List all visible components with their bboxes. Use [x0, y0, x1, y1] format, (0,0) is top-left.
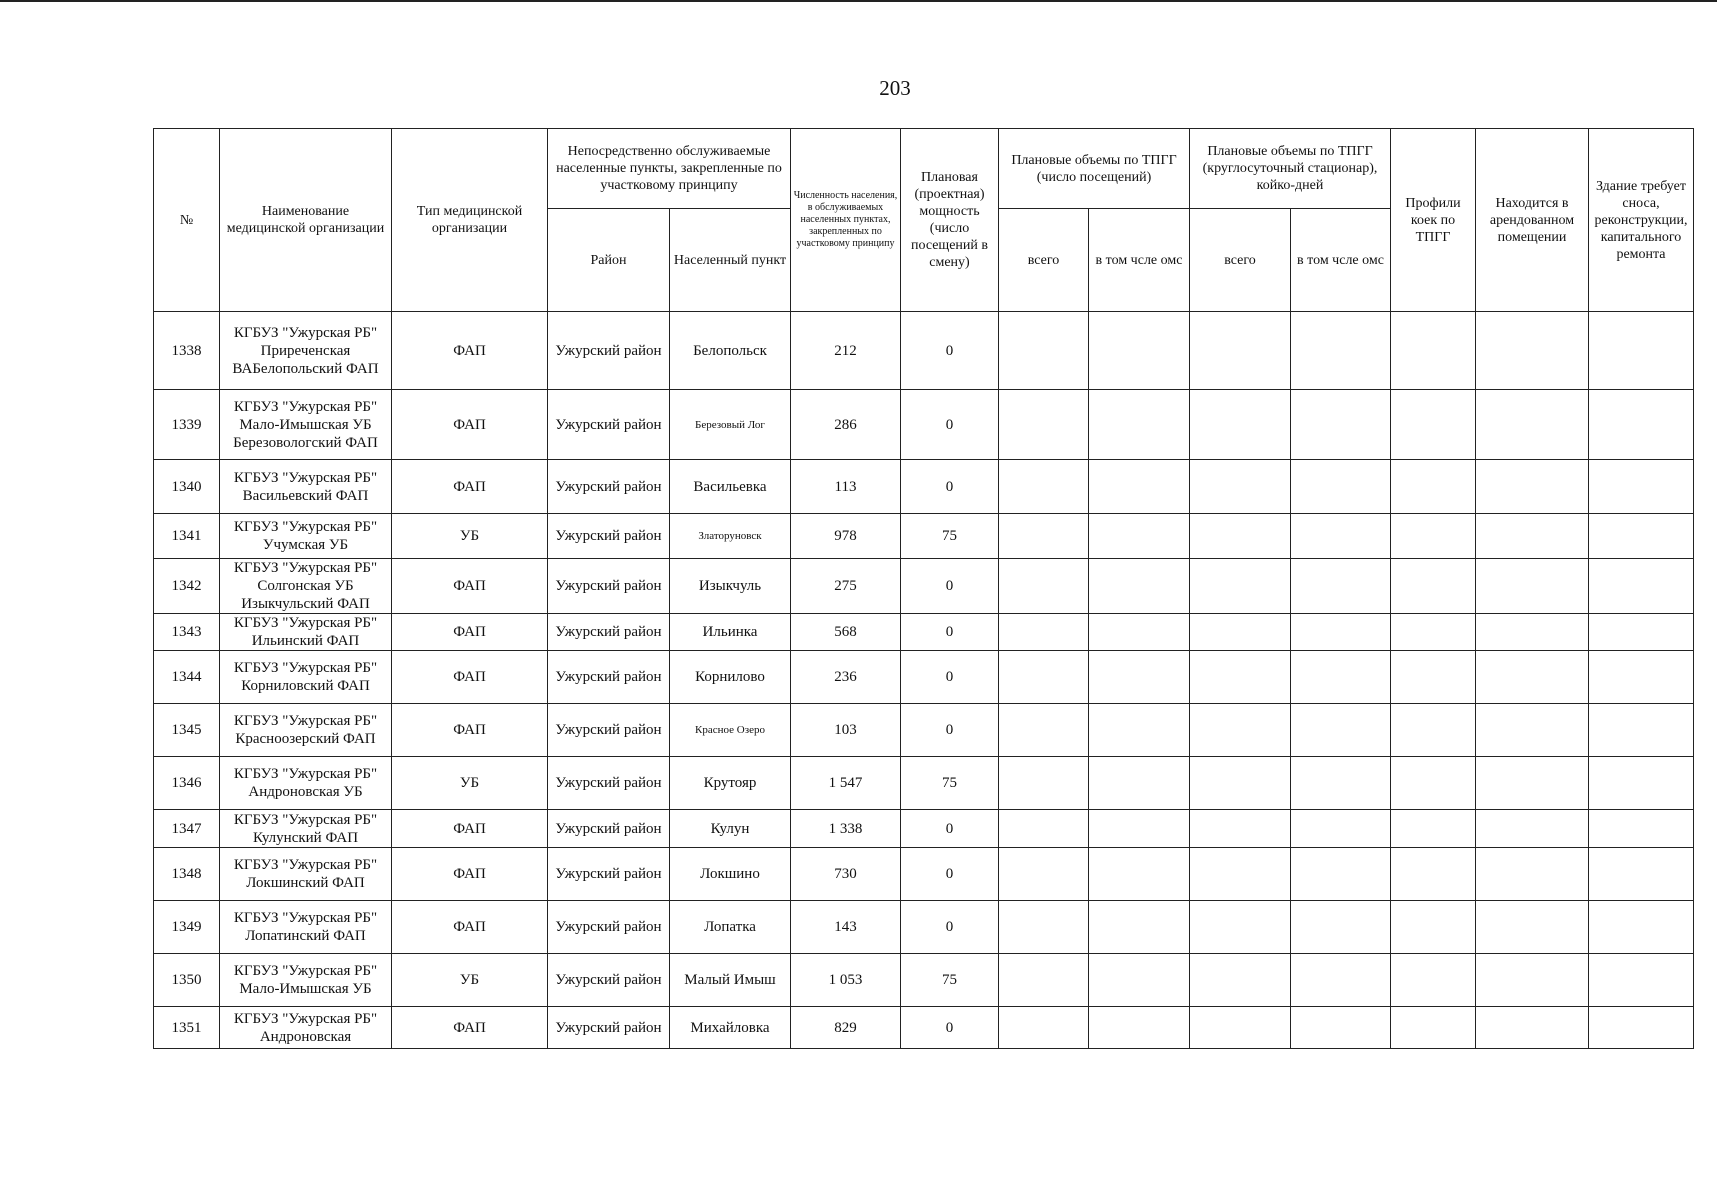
bed-days-total-cell — [1190, 514, 1291, 559]
settlement-cell: Локшино — [670, 848, 791, 901]
org-name-cell: КГБУЗ "Ужурская РБ" Андроновская — [220, 1007, 392, 1049]
visits-total-cell — [999, 312, 1089, 390]
building-state-cell — [1589, 1007, 1694, 1049]
bed-profiles-cell — [1391, 901, 1476, 954]
bed-profiles-cell — [1391, 460, 1476, 514]
org-name-cell: КГБУЗ "Ужурская РБ" Лопатинский ФАП — [220, 901, 392, 954]
table-row — [154, 614, 1694, 651]
visits-total-cell — [999, 901, 1089, 954]
header-leased: Находится в арендованном помещении — [1476, 129, 1589, 312]
org-type-cell: УБ — [392, 514, 548, 559]
header-row-1 — [154, 129, 1694, 209]
org-type-cell: ФАП — [392, 390, 548, 460]
org-name-cell: КГБУЗ "Ужурская РБ" Корниловский ФАП — [220, 651, 392, 704]
population-cell: 829 — [791, 1007, 901, 1049]
org-type-cell: ФАП — [392, 312, 548, 390]
district-cell: Ужурский район — [548, 757, 670, 810]
visits-oms-cell — [1089, 651, 1190, 704]
population-cell: 286 — [791, 390, 901, 460]
bed-days-oms-cell — [1291, 901, 1391, 954]
header-settlement: Населенный пункт — [670, 209, 791, 312]
header-bed-days-total: всего — [1190, 209, 1291, 312]
bed-profiles-cell — [1391, 614, 1476, 651]
visits-oms-cell — [1089, 614, 1190, 651]
row-number-cell: 1350 — [154, 954, 220, 1007]
table-row — [154, 954, 1694, 1007]
building-state-cell — [1589, 312, 1694, 390]
capacity-cell: 0 — [901, 460, 999, 514]
bed-profiles-cell — [1391, 757, 1476, 810]
org-name-cell: КГБУЗ "Ужурская РБ" Учумская УБ — [220, 514, 392, 559]
population-cell: 1 053 — [791, 954, 901, 1007]
table-row — [154, 901, 1694, 954]
population-cell: 103 — [791, 704, 901, 757]
leased-cell — [1476, 460, 1589, 514]
table-row — [154, 704, 1694, 757]
row-number-cell: 1341 — [154, 514, 220, 559]
building-state-cell — [1589, 848, 1694, 901]
bed-days-total-cell — [1190, 651, 1291, 704]
district-cell: Ужурский район — [548, 390, 670, 460]
org-type-cell: УБ — [392, 757, 548, 810]
visits-oms-cell — [1089, 1007, 1190, 1049]
org-name-cell: КГБУЗ "Ужурская РБ" Андроновская УБ — [220, 757, 392, 810]
district-cell: Ужурский район — [548, 651, 670, 704]
population-cell: 143 — [791, 901, 901, 954]
table-row — [154, 559, 1694, 614]
org-name-cell: КГБУЗ "Ужурская РБ" Приреченская ВАБелопольский ФАП — [220, 312, 392, 390]
top-rule — [0, 0, 1717, 2]
settlement-cell: Лопатка — [670, 901, 791, 954]
header-visits-oms: в том чсле омс — [1089, 209, 1190, 312]
table-row — [154, 514, 1694, 559]
org-name-cell: КГБУЗ "Ужурская РБ" Солгонская УБ Изыкчульский ФАП — [220, 559, 392, 614]
building-state-cell — [1589, 514, 1694, 559]
header-capacity: Плановая (проектная) мощность (число посещений в смену) — [901, 129, 999, 312]
bed-days-total-cell — [1190, 704, 1291, 757]
population-cell: 730 — [791, 848, 901, 901]
visits-oms-cell — [1089, 704, 1190, 757]
district-cell: Ужурский район — [548, 810, 670, 848]
org-type-cell: ФАП — [392, 651, 548, 704]
page-number: 203 — [879, 76, 911, 100]
visits-total-cell — [999, 954, 1089, 1007]
row-number-cell: 1345 — [154, 704, 220, 757]
settlement-cell: Корнилово — [670, 651, 791, 704]
org-type-cell: ФАП — [392, 460, 548, 514]
table-row — [154, 651, 1694, 704]
capacity-cell: 0 — [901, 810, 999, 848]
table-row — [154, 390, 1694, 460]
bed-days-total-cell — [1190, 312, 1291, 390]
org-name-cell: КГБУЗ "Ужурская РБ" Мало-Имышская УБ — [220, 954, 392, 1007]
row-number-cell: 1338 — [154, 312, 220, 390]
building-state-cell — [1589, 704, 1694, 757]
population-cell: 978 — [791, 514, 901, 559]
leased-cell — [1476, 559, 1589, 614]
org-type-cell: ФАП — [392, 810, 548, 848]
visits-total-cell — [999, 651, 1089, 704]
leased-cell — [1476, 704, 1589, 757]
visits-total-cell — [999, 559, 1089, 614]
capacity-cell: 75 — [901, 954, 999, 1007]
capacity-cell: 75 — [901, 514, 999, 559]
population-cell: 113 — [791, 460, 901, 514]
header-settlements-group: Непосредственно обслуживаемые населенные пункты, закрепленные по участковому принципу — [548, 129, 791, 209]
capacity-cell: 0 — [901, 1007, 999, 1049]
leased-cell — [1476, 614, 1589, 651]
building-state-cell — [1589, 390, 1694, 460]
bed-days-oms-cell — [1291, 559, 1391, 614]
org-type-cell: ФАП — [392, 559, 548, 614]
leased-cell — [1476, 514, 1589, 559]
bed-days-oms-cell — [1291, 651, 1391, 704]
visits-oms-cell — [1089, 312, 1190, 390]
bed-days-oms-cell — [1291, 954, 1391, 1007]
visits-total-cell — [999, 390, 1089, 460]
bed-days-oms-cell — [1291, 460, 1391, 514]
building-state-cell — [1589, 614, 1694, 651]
bed-days-oms-cell — [1291, 1007, 1391, 1049]
population-cell: 212 — [791, 312, 901, 390]
district-cell: Ужурский район — [548, 954, 670, 1007]
bed-days-oms-cell — [1291, 614, 1391, 651]
visits-total-cell — [999, 460, 1089, 514]
table-row — [154, 810, 1694, 848]
bed-days-oms-cell — [1291, 312, 1391, 390]
visits-total-cell — [999, 614, 1089, 651]
bed-profiles-cell — [1391, 954, 1476, 1007]
building-state-cell — [1589, 460, 1694, 514]
header-district: Район — [548, 209, 670, 312]
visits-oms-cell — [1089, 514, 1190, 559]
district-cell: Ужурский район — [548, 559, 670, 614]
settlement-cell: Михайловка — [670, 1007, 791, 1049]
bed-days-total-cell — [1190, 1007, 1291, 1049]
header-visits-group: Плановые объемы по ТПГГ (число посещений) — [999, 129, 1190, 209]
settlement-cell: Изыкчуль — [670, 559, 791, 614]
bed-profiles-cell — [1391, 848, 1476, 901]
settlement-cell: Белопольск — [670, 312, 791, 390]
visits-oms-cell — [1089, 810, 1190, 848]
visits-oms-cell — [1089, 901, 1190, 954]
capacity-cell: 0 — [901, 651, 999, 704]
header-org-type: Тип медицинской организации — [392, 129, 548, 312]
building-state-cell — [1589, 651, 1694, 704]
bed-days-oms-cell — [1291, 757, 1391, 810]
bed-profiles-cell — [1391, 559, 1476, 614]
row-number-cell: 1349 — [154, 901, 220, 954]
table-row — [154, 848, 1694, 901]
bed-days-oms-cell — [1291, 704, 1391, 757]
leased-cell — [1476, 1007, 1589, 1049]
building-state-cell — [1589, 954, 1694, 1007]
visits-oms-cell — [1089, 460, 1190, 514]
visits-oms-cell — [1089, 954, 1190, 1007]
bed-profiles-cell — [1391, 312, 1476, 390]
visits-total-cell — [999, 1007, 1089, 1049]
settlement-cell: Кулун — [670, 810, 791, 848]
bed-days-oms-cell — [1291, 514, 1391, 559]
bed-days-total-cell — [1190, 810, 1291, 848]
building-state-cell — [1589, 559, 1694, 614]
bed-days-total-cell — [1190, 848, 1291, 901]
visits-total-cell — [999, 757, 1089, 810]
org-name-cell: КГБУЗ "Ужурская РБ" Кулунский ФАП — [220, 810, 392, 848]
building-state-cell — [1589, 901, 1694, 954]
district-cell: Ужурский район — [548, 1007, 670, 1049]
header-building-state: Здание требует сноса, реконструкции, капитального ремонта — [1589, 129, 1694, 312]
row-number-cell: 1351 — [154, 1007, 220, 1049]
leased-cell — [1476, 757, 1589, 810]
org-type-cell: ФАП — [392, 1007, 548, 1049]
bed-profiles-cell — [1391, 390, 1476, 460]
table-row — [154, 312, 1694, 390]
visits-oms-cell — [1089, 390, 1190, 460]
org-type-cell: ФАП — [392, 614, 548, 651]
visits-total-cell — [999, 704, 1089, 757]
building-state-cell — [1589, 810, 1694, 848]
bed-profiles-cell — [1391, 514, 1476, 559]
capacity-cell: 0 — [901, 312, 999, 390]
visits-total-cell — [999, 848, 1089, 901]
bed-days-oms-cell — [1291, 810, 1391, 848]
leased-cell — [1476, 390, 1589, 460]
org-type-cell: ФАП — [392, 848, 548, 901]
table-row — [154, 1007, 1694, 1049]
facilities-table — [153, 128, 1694, 1049]
population-cell: 1 338 — [791, 810, 901, 848]
bed-days-total-cell — [1190, 614, 1291, 651]
leased-cell — [1476, 810, 1589, 848]
capacity-cell: 0 — [901, 614, 999, 651]
bed-days-total-cell — [1190, 559, 1291, 614]
bed-days-total-cell — [1190, 460, 1291, 514]
bed-days-total-cell — [1190, 390, 1291, 460]
leased-cell — [1476, 954, 1589, 1007]
population-cell: 275 — [791, 559, 901, 614]
settlement-cell: Малый Имыш — [670, 954, 791, 1007]
population-cell: 236 — [791, 651, 901, 704]
building-state-cell — [1589, 757, 1694, 810]
org-type-cell: ФАП — [392, 901, 548, 954]
row-number-cell: 1344 — [154, 651, 220, 704]
table-row — [154, 460, 1694, 514]
bed-profiles-cell — [1391, 1007, 1476, 1049]
settlement-cell: Крутояр — [670, 757, 791, 810]
org-type-cell: ФАП — [392, 704, 548, 757]
header-num: № — [154, 129, 220, 312]
header-population: Численность населения, в обслуживаемых населенных пунктах, закрепленных по участковому принципу — [791, 129, 901, 312]
settlement-cell: Красное Озеро — [670, 704, 791, 757]
header-org-name: Наименование медицинской организации — [220, 129, 392, 312]
header-bed-profiles: Профили коек по ТПГГ — [1391, 129, 1476, 312]
org-name-cell: КГБУЗ "Ужурская РБ" Васильевский ФАП — [220, 460, 392, 514]
capacity-cell: 0 — [901, 704, 999, 757]
capacity-cell: 0 — [901, 559, 999, 614]
org-type-cell: УБ — [392, 954, 548, 1007]
settlement-cell: Златоруновск — [670, 514, 791, 559]
leased-cell — [1476, 848, 1589, 901]
bed-days-oms-cell — [1291, 848, 1391, 901]
row-number-cell: 1346 — [154, 757, 220, 810]
capacity-cell: 0 — [901, 848, 999, 901]
district-cell: Ужурский район — [548, 901, 670, 954]
org-name-cell: КГБУЗ "Ужурская РБ" Ильинский ФАП — [220, 614, 392, 651]
bed-profiles-cell — [1391, 810, 1476, 848]
bed-days-total-cell — [1190, 757, 1291, 810]
header-visits-total: всего — [999, 209, 1089, 312]
org-name-cell: КГБУЗ "Ужурская РБ" Мало-Имышская УБ Березовологский ФАП — [220, 390, 392, 460]
capacity-cell: 0 — [901, 901, 999, 954]
table-body — [154, 312, 1694, 1049]
visits-oms-cell — [1089, 848, 1190, 901]
capacity-cell: 0 — [901, 390, 999, 460]
capacity-cell: 75 — [901, 757, 999, 810]
district-cell: Ужурский район — [548, 312, 670, 390]
table-row — [154, 757, 1694, 810]
header-bed-days-group: Плановые объемы по ТПГГ (круглосуточный стационар), койко-дней — [1190, 129, 1391, 209]
header-bed-days-oms: в том чсле омс — [1291, 209, 1391, 312]
row-number-cell: 1347 — [154, 810, 220, 848]
bed-days-total-cell — [1190, 954, 1291, 1007]
settlement-cell: Васильевка — [670, 460, 791, 514]
org-name-cell: КГБУЗ "Ужурская РБ" Локшинский ФАП — [220, 848, 392, 901]
settlement-cell: Ильинка — [670, 614, 791, 651]
row-number-cell: 1340 — [154, 460, 220, 514]
bed-profiles-cell — [1391, 651, 1476, 704]
visits-total-cell — [999, 810, 1089, 848]
visits-total-cell — [999, 514, 1089, 559]
district-cell: Ужурский район — [548, 460, 670, 514]
district-cell: Ужурский район — [548, 614, 670, 651]
population-cell: 1 547 — [791, 757, 901, 810]
bed-profiles-cell — [1391, 704, 1476, 757]
leased-cell — [1476, 901, 1589, 954]
row-number-cell: 1339 — [154, 390, 220, 460]
org-name-cell: КГБУЗ "Ужурская РБ" Красноозерский ФАП — [220, 704, 392, 757]
visits-oms-cell — [1089, 757, 1190, 810]
row-number-cell: 1348 — [154, 848, 220, 901]
settlement-cell: Березовый Лог — [670, 390, 791, 460]
bed-days-oms-cell — [1291, 390, 1391, 460]
district-cell: Ужурский район — [548, 848, 670, 901]
district-cell: Ужурский район — [548, 514, 670, 559]
leased-cell — [1476, 312, 1589, 390]
row-number-cell: 1343 — [154, 614, 220, 651]
district-cell: Ужурский район — [548, 704, 670, 757]
row-number-cell: 1342 — [154, 559, 220, 614]
population-cell: 568 — [791, 614, 901, 651]
leased-cell — [1476, 651, 1589, 704]
bed-days-total-cell — [1190, 901, 1291, 954]
visits-oms-cell — [1089, 559, 1190, 614]
